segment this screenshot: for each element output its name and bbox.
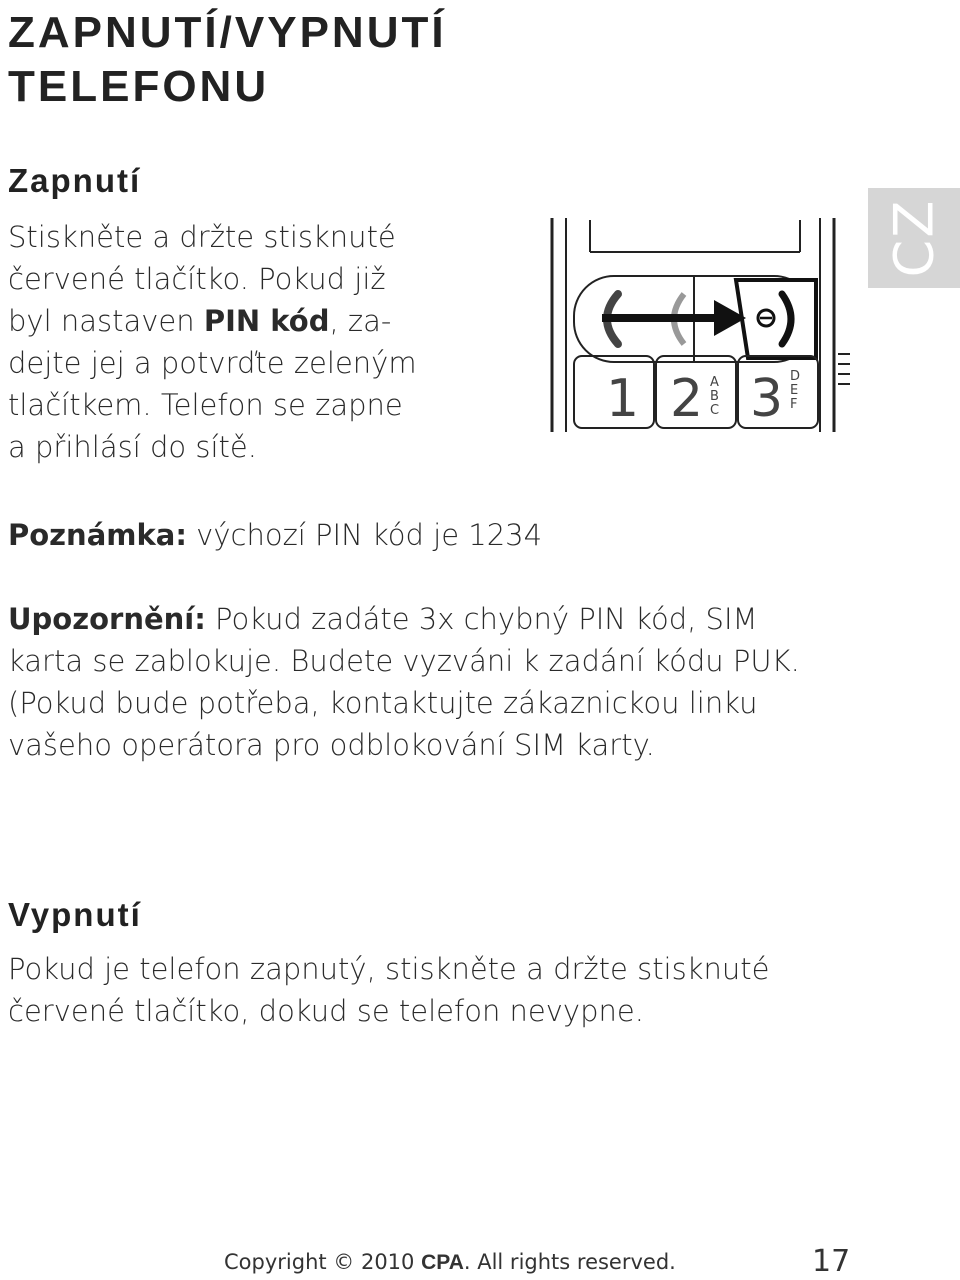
page-title-line-1: ZAPNUTÍ/VYPNUTÍ xyxy=(8,8,447,57)
power-on-paragraph xyxy=(8,216,417,468)
power-on-line-prefix: byl nastaven xyxy=(8,304,204,338)
page-number: 17 xyxy=(812,1244,851,1279)
page-title xyxy=(8,6,447,114)
key-2-letter: C xyxy=(710,403,720,418)
key-2-letter: A xyxy=(710,375,719,390)
key-3-letter: F xyxy=(790,397,798,412)
warning-label: Upozornění: xyxy=(8,602,206,636)
key-3-letter: E xyxy=(790,383,799,398)
power-on-heading: Zapnutí xyxy=(8,162,142,199)
power-on-line: a přihlásí do sítě. xyxy=(8,430,257,464)
power-off-paragraph xyxy=(8,948,770,1032)
copyright-footer xyxy=(224,1250,676,1275)
end-call-key xyxy=(736,280,816,358)
warning-line: (Pokud bude potřeba, kontaktujte zákaznickou linku xyxy=(8,686,758,720)
warning-line xyxy=(8,598,800,640)
note-text: výchozí PIN kód je 1234 xyxy=(186,518,543,552)
language-tab xyxy=(868,188,960,288)
copyright-brand: CPA xyxy=(421,1251,464,1274)
copyright-suffix: . All rights reserved. xyxy=(463,1250,676,1274)
key-3-label: 3 xyxy=(750,369,784,429)
note-paragraph xyxy=(8,514,542,556)
note-label: Poznámka: xyxy=(8,518,187,552)
page-title-line-2: TELEFONU xyxy=(8,62,270,111)
power-on-line-suffix: , za- xyxy=(329,304,392,338)
key-2-letter: B xyxy=(710,389,719,404)
warning-line-text: Pokud zadáte 3x chybný PIN kód, SIM xyxy=(205,602,758,636)
warning-line: vašeho operátora pro odblokování SIM karty. xyxy=(8,728,655,762)
power-on-line: červené tlačítko. Pokud již xyxy=(8,262,386,296)
key-3-letter: D xyxy=(790,369,801,384)
power-off-line: Pokud je telefon zapnutý, stiskněte a držte stisknuté xyxy=(8,952,770,986)
power-on-line: Stiskněte a držte stisknuté xyxy=(8,220,396,254)
side-button-ridges xyxy=(838,354,850,384)
power-off-line: červené tlačítko, dokud se telefon nevypne. xyxy=(8,994,644,1028)
power-on-line: tlačítkem. Telefon se zapne xyxy=(8,388,403,422)
power-on-line: dejte jej a potvrďte zeleným xyxy=(8,346,417,380)
power-off-heading: Vypnutí xyxy=(8,896,142,933)
copyright-prefix: Copyright © 2010 xyxy=(224,1250,422,1274)
warning-line: karta se zablokuje. Budete vyzváni k zadání kódu PUK. xyxy=(8,644,800,678)
language-tab-label: CZ xyxy=(882,198,946,278)
pin-code-emphasis: PIN kód xyxy=(203,304,330,338)
phone-keypad-illustration xyxy=(544,216,854,436)
power-on-line xyxy=(8,300,417,342)
key-1-label: 1 xyxy=(606,369,640,429)
key-2-label: 2 xyxy=(670,369,704,429)
warning-paragraph xyxy=(8,598,800,766)
